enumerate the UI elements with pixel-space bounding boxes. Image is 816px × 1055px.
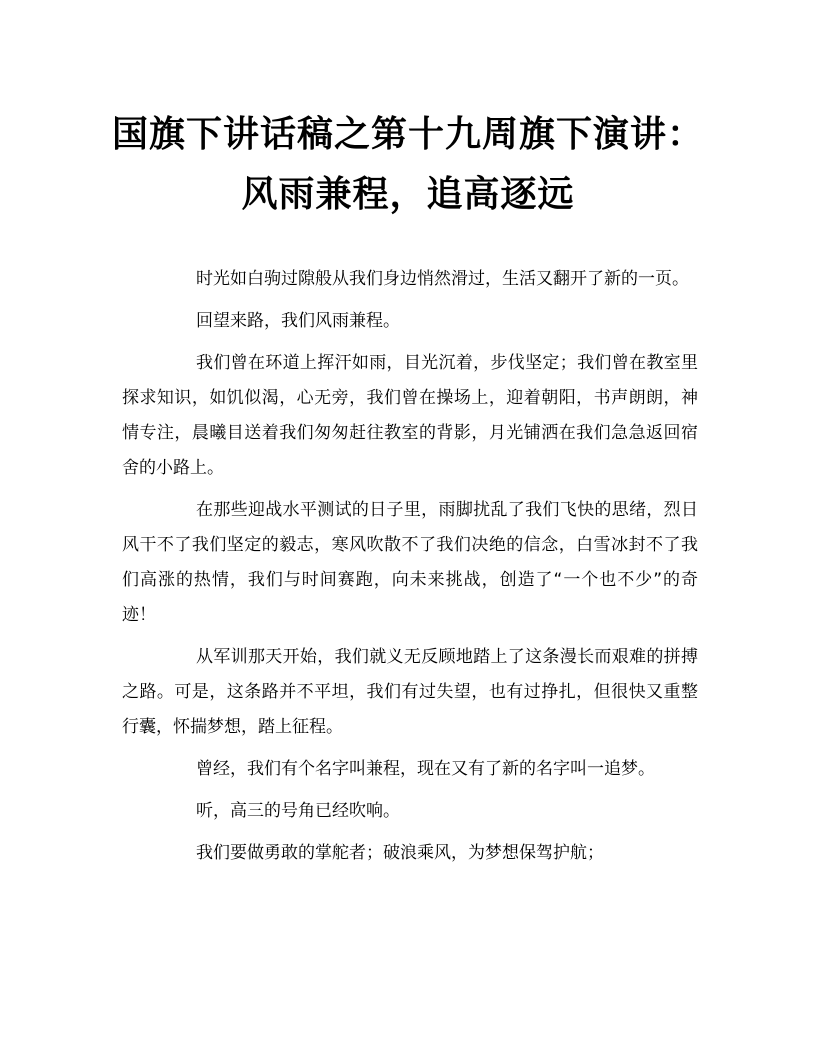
paragraph: 我们曾在环道上挥汗如雨，目光沉着，步伐坚定；我们曾在教室里探求知识，如饥似渴，心无旁，我们曾在操场上，迎着朝阳，书声朗朗，神情专注，晨曦目送着我们匆匆赶往教室的背影，月光铺洒在我们急急返回宿舍的小路上。: [122, 353, 698, 478]
document-title: 国旗下讲话稿之第十九周旗下演讲：风雨兼程，追高逐远: [111, 113, 704, 215]
document-body: [122, 262, 698, 878]
paragraph: 在那些迎战水平测试的日子里，雨脚扰乱了我们飞快的思绪，烈日风干不了我们坚定的毅志，寒风吹散不了我们决绝的信念，白雪冰封不了我们高涨的热情，我们与时间赛跑，向未来挑战，创造了“一个也不少”的奇迹！: [122, 500, 698, 625]
paragraph: 回望来路，我们风雨兼程。: [196, 311, 400, 331]
paragraph: 曾经，我们有个名字叫兼程，现在又有了新的名字叫一追梦。: [196, 759, 655, 779]
paragraph: 时光如白驹过隙般从我们身边悄然滑过，生活又翻开了新的一页。: [196, 269, 689, 289]
paragraph: 我们要做勇敢的掌舵者；破浪乘风，为梦想保驾护航；: [196, 843, 604, 863]
paragraph: 从军训那天开始，我们就义无反顾地踏上了这条漫长而艰难的拼搏之路。可是，这条路并不平坦，我们有过失望，也有过挣扎，但很快又重整行囊，怀揣梦想，踏上征程。: [122, 647, 698, 737]
paragraph: 听，高三的号角已经吹响。: [196, 801, 400, 821]
